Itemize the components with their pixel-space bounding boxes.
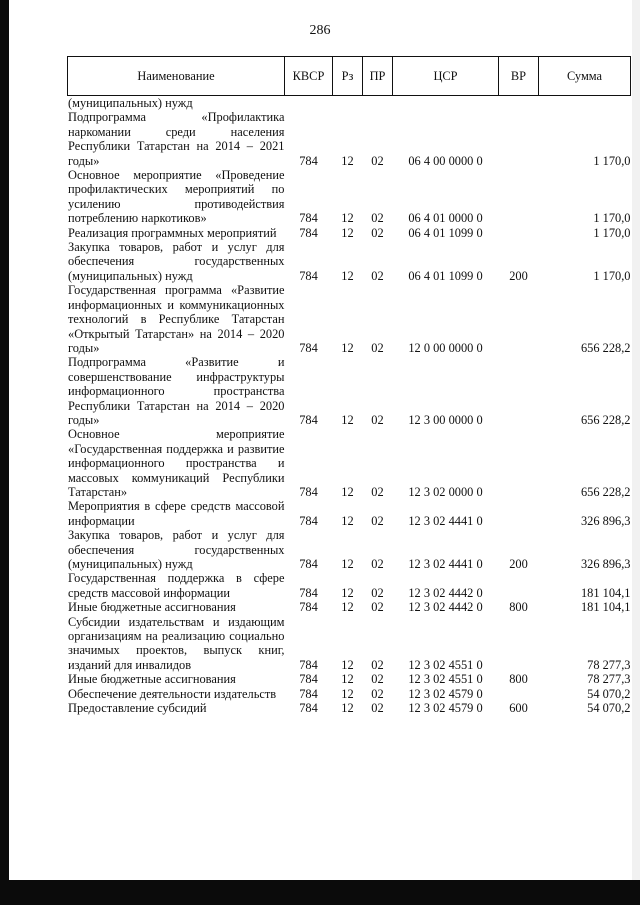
cell-csr xyxy=(393,96,499,111)
cell-name: Закупка товаров, работ и услуг для обеспечения государственных (муниципальных) нужд xyxy=(68,528,285,571)
cell-vr: 600 xyxy=(509,701,528,716)
cell-sum: 656 228,2 xyxy=(580,412,631,427)
table-row xyxy=(68,615,631,673)
header-vr: ВР xyxy=(499,57,539,96)
cell-pr: 02 xyxy=(371,657,384,672)
cell-rz: 12 xyxy=(341,412,354,427)
table-row xyxy=(68,427,631,499)
cell-kvsr: 784 xyxy=(299,701,318,716)
cell-vr xyxy=(499,283,539,355)
cell-name: Подпрограмма «Профилактика наркомании среди населения Республики Татарстан на 2014 – 2021 годы» xyxy=(68,110,285,168)
cell-rz: 12 xyxy=(341,557,354,571)
cell-kvsr: 784 xyxy=(299,153,318,168)
cell-csr: 12 3 02 4442 0 xyxy=(408,585,483,600)
cell-sum: 181 104,1 xyxy=(580,585,631,600)
scan-edge-bottom xyxy=(0,880,640,905)
cell-rz: 12 xyxy=(341,585,354,600)
cell-vr xyxy=(499,168,539,226)
cell-csr: 12 3 02 4579 0 xyxy=(408,686,483,701)
scan-edge-left xyxy=(0,0,9,905)
cell-sum: 78 277,3 xyxy=(587,672,631,687)
cell-kvsr: 784 xyxy=(299,557,318,571)
cell-rz: 12 xyxy=(341,153,354,168)
table-row xyxy=(68,701,631,715)
cell-sum xyxy=(539,96,631,111)
cell-pr: 02 xyxy=(371,557,384,571)
cell-sum: 54 070,2 xyxy=(587,686,631,701)
cell-kvsr: 784 xyxy=(299,340,318,355)
cell-csr: 12 3 02 4442 0 xyxy=(408,600,483,615)
cell-pr: 02 xyxy=(371,340,384,355)
header-rz: Рз xyxy=(333,57,363,96)
cell-vr xyxy=(499,427,539,499)
cell-rz: 12 xyxy=(341,225,354,240)
cell-name: Мероприятия в сфере средств массовой информации xyxy=(68,499,285,528)
table-row xyxy=(68,499,631,528)
cell-vr xyxy=(499,96,539,111)
cell-kvsr: 784 xyxy=(299,585,318,600)
table-row xyxy=(68,226,631,240)
cell-name: Основное мероприятие «Государственная поддержка и развитие информационного пространства и массовых коммуникаций Республики Татарстан» xyxy=(68,427,285,499)
cell-csr: 12 3 02 4551 0 xyxy=(408,672,483,687)
cell-vr: 200 xyxy=(509,268,528,283)
table-row xyxy=(68,96,631,111)
scan-edge-right xyxy=(632,0,640,905)
cell-kvsr: 784 xyxy=(299,657,318,672)
cell-sum: 54 070,2 xyxy=(587,701,631,716)
cell-rz: 12 xyxy=(341,600,354,615)
table-row xyxy=(68,110,631,168)
table-row xyxy=(68,571,631,600)
header-sum: Сумма xyxy=(539,57,631,96)
cell-sum: 1 170,0 xyxy=(593,153,631,168)
cell-rz xyxy=(333,96,363,111)
cell-csr: 12 3 02 0000 0 xyxy=(408,484,483,499)
cell-pr: 02 xyxy=(371,513,384,528)
cell-rz: 12 xyxy=(341,657,354,672)
header-pr: ПР xyxy=(363,57,393,96)
cell-vr: 200 xyxy=(509,557,528,571)
cell-csr: 06 4 01 1099 0 xyxy=(408,225,483,240)
cell-kvsr: 784 xyxy=(299,600,318,615)
cell-csr: 12 3 02 4579 0 xyxy=(408,701,483,716)
cell-sum: 326 896,3 xyxy=(580,513,631,528)
cell-sum: 78 277,3 xyxy=(587,657,631,672)
cell-sum: 656 228,2 xyxy=(580,340,631,355)
table-row xyxy=(68,600,631,614)
cell-kvsr: 784 xyxy=(299,484,318,499)
cell-pr: 02 xyxy=(371,412,384,427)
cell-vr: 800 xyxy=(509,672,528,687)
cell-pr: 02 xyxy=(371,701,384,716)
cell-rz: 12 xyxy=(341,211,354,226)
cell-name: Субсидии издательствам и издающим организациям на реализацию социально значимых проектов, выпуск книг, изданий для инвалидов xyxy=(68,614,285,672)
cell-pr: 02 xyxy=(371,585,384,600)
cell-kvsr: 784 xyxy=(299,225,318,240)
cell-sum: 656 228,2 xyxy=(580,484,631,499)
cell-name: Закупка товаров, работ и услуг для обеспечения государственных (муниципальных) нужд xyxy=(68,240,285,283)
table-row xyxy=(68,283,631,355)
cell-rz: 12 xyxy=(341,484,354,499)
cell-csr: 12 3 00 0000 0 xyxy=(408,412,483,427)
cell-csr: 12 3 02 4441 0 xyxy=(408,557,483,571)
table-row xyxy=(68,528,631,571)
cell-name: Обеспечение деятельности издательств xyxy=(68,686,277,701)
cell-pr: 02 xyxy=(371,153,384,168)
cell-sum: 181 104,1 xyxy=(580,600,631,615)
cell-csr: 06 4 01 1099 0 xyxy=(408,268,483,283)
cell-name: Иные бюджетные ассигнования xyxy=(68,600,236,615)
cell-vr xyxy=(499,499,539,528)
cell-kvsr: 784 xyxy=(299,513,318,528)
cell-rz: 12 xyxy=(341,340,354,355)
cell-vr xyxy=(499,615,539,673)
cell-pr: 02 xyxy=(371,268,384,283)
cell-kvsr: 784 xyxy=(299,412,318,427)
cell-csr: 12 3 02 4551 0 xyxy=(408,657,483,672)
cell-vr xyxy=(499,226,539,240)
cell-sum: 1 170,0 xyxy=(593,268,631,283)
table-row xyxy=(68,687,631,701)
header-csr: ЦСР xyxy=(393,57,499,96)
cell-kvsr xyxy=(285,96,333,111)
cell-name: Реализация программных мероприятий xyxy=(68,225,277,240)
cell-vr xyxy=(499,110,539,168)
cell-kvsr: 784 xyxy=(299,211,318,226)
cell-kvsr: 784 xyxy=(299,268,318,283)
header-kvsr: КВСР xyxy=(285,57,333,96)
cell-pr: 02 xyxy=(371,484,384,499)
table-row xyxy=(68,355,631,427)
page-number: 286 xyxy=(309,23,331,38)
cell-rz: 12 xyxy=(341,513,354,528)
cell-pr: 02 xyxy=(371,686,384,701)
cell-name: Государственная поддержка в сфере средств массовой информации xyxy=(68,571,285,600)
cell-rz: 12 xyxy=(341,686,354,701)
cell-csr: 06 4 00 0000 0 xyxy=(408,153,483,168)
cell-kvsr: 784 xyxy=(299,686,318,701)
cell-name: (муниципальных) нужд xyxy=(68,96,193,110)
cell-vr: 800 xyxy=(509,600,528,615)
cell-vr xyxy=(499,687,539,701)
table-row xyxy=(68,168,631,226)
cell-sum: 1 170,0 xyxy=(593,211,631,226)
cell-sum: 326 896,3 xyxy=(580,557,631,571)
cell-name: Основное мероприятие «Проведение профилактических мероприятий по усилению противодействия потреблению наркотиков» xyxy=(68,168,285,226)
cell-rz: 12 xyxy=(341,672,354,687)
cell-pr: 02 xyxy=(371,600,384,615)
cell-rz: 12 xyxy=(341,701,354,716)
cell-name: Подпрограмма «Развитие и совершенствование инфраструктуры информационного пространства Республики Татарстан на 2014 – 2020 годы» xyxy=(68,355,285,427)
cell-pr xyxy=(363,96,393,111)
cell-vr xyxy=(499,355,539,427)
cell-sum: 1 170,0 xyxy=(593,225,631,240)
cell-name: Предоставление субсидий xyxy=(68,701,207,716)
cell-csr: 12 0 00 0000 0 xyxy=(408,340,483,355)
header-name: Наименование xyxy=(68,57,285,96)
table-header-row xyxy=(68,57,631,96)
cell-kvsr: 784 xyxy=(299,672,318,687)
cell-pr: 02 xyxy=(371,225,384,240)
cell-pr: 02 xyxy=(371,672,384,687)
table-row xyxy=(68,672,631,686)
table-row xyxy=(68,240,631,283)
cell-rz: 12 xyxy=(341,268,354,283)
cell-csr: 06 4 01 0000 0 xyxy=(408,211,483,226)
cell-csr: 12 3 02 4441 0 xyxy=(408,513,483,528)
budget-table xyxy=(67,56,631,715)
cell-name: Государственная программа «Развитие информационных и коммуникационных технологий в Республике Татарстан «Открытый Татарстан» на 2014 – 2020 годы» xyxy=(68,283,285,355)
cell-vr xyxy=(499,571,539,600)
cell-name: Иные бюджетные ассигнования xyxy=(68,672,236,687)
cell-pr: 02 xyxy=(371,211,384,226)
